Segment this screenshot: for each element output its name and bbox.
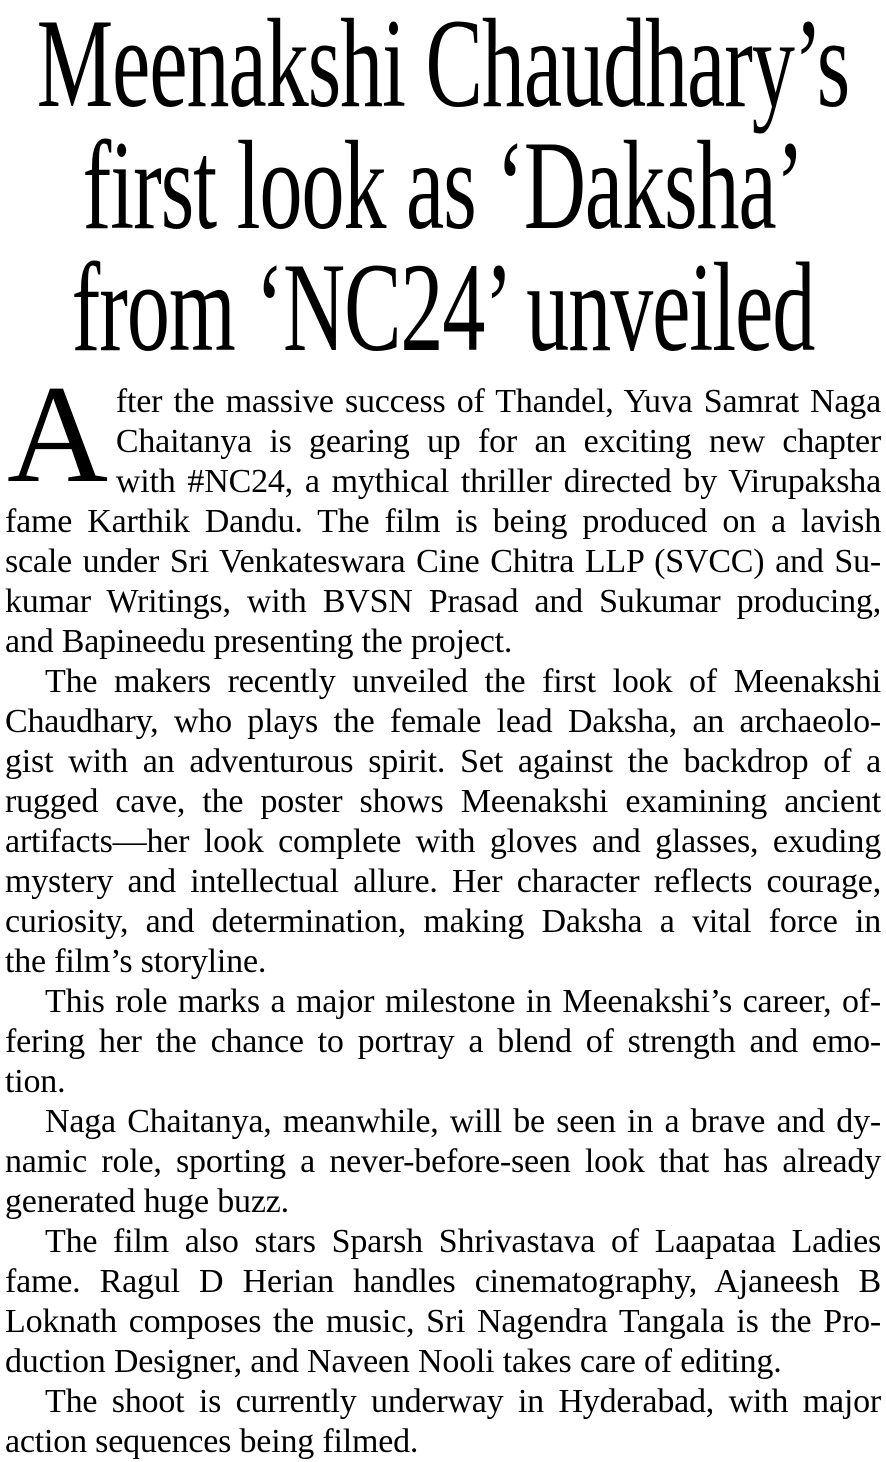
paragraph-line: namic role, sporting a never-before-seen look that has already: [5, 1143, 881, 1180]
headline-line-2: [0, 113, 886, 257]
paragraph-line-text: fter the massive success of Thandel, Yuva Samrat Naga: [115, 383, 881, 420]
paragraph-line: artifacts—her look complete with gloves and glasses, exuding: [5, 823, 881, 860]
headline-line-3: [0, 235, 886, 379]
paragraph-line: fering her the chance to portray a blend of strength and emo-: [5, 1023, 881, 1060]
paragraph-line: The film also stars Sparsh Shrivastava of Laapataa Ladies: [45, 1223, 881, 1260]
paragraph-line: and Bapineedu presenting the project.: [5, 623, 513, 660]
paragraph-line: Chaitanya is gearing up for an exciting new chapter: [115, 423, 881, 460]
headline: [0, 0, 886, 379]
paragraph-5: [5, 1222, 881, 1382]
headline-text-3: from ‘NC24’ unveiled: [71, 235, 815, 379]
paragraph-3: [5, 982, 881, 1102]
paragraph-line: The makers recently unveiled the first look of Meenakshi: [45, 663, 881, 700]
paragraph-line: mystery and intellectual allure. Her character reflects courage,: [5, 863, 881, 900]
paragraph-line: with #NC24, a mythical thriller directed by Virupaksha: [115, 463, 881, 500]
paragraph-line: duction Designer, and Naveen Nooli takes care of editing.: [5, 1343, 782, 1380]
paragraph-line: gist with an adventurous spirit. Set against the backdrop of a: [5, 743, 881, 780]
paragraph-1: [5, 357, 881, 662]
paragraph-line: rugged cave, the poster shows Meenakshi examining ancient: [5, 783, 881, 820]
article-body: [0, 357, 886, 1462]
paragraph-line: fame. Ragul D Herian handles cinematography, Ajaneesh B: [5, 1263, 881, 1300]
paragraph-line: This role marks a major milestone in Meenakshi’s career, of-: [45, 983, 881, 1020]
paragraph-line: fame Karthik Dandu. The film is being produced on a lavish: [5, 503, 881, 540]
paragraph-line: Chaudhary, who plays the female lead Daksha, an archaeolo-: [5, 703, 881, 740]
paragraph-4: [5, 1102, 881, 1222]
headline-text-1: Meenakshi Chaudhary’s: [36, 0, 850, 135]
paragraph-line: scale under Sri Venkateswara Cine Chitra LLP (SVCC) and Su-: [5, 543, 881, 580]
headline-line-1: [0, 0, 886, 135]
paragraph-line: generated huge buzz.: [5, 1183, 289, 1220]
paragraph-line: Loknath composes the music, Sri Nagendra Tangala is the Pro-: [5, 1303, 881, 1340]
paragraph-2: [5, 662, 881, 982]
paragraph-line: the film’s storyline.: [5, 943, 267, 980]
paragraph-line: tion.: [5, 1063, 66, 1100]
paragraph-6: [5, 1382, 881, 1462]
paragraph-line: Naga Chaitanya, meanwhile, will be seen in a brave and dy-: [45, 1103, 881, 1140]
paragraph-line: kumar Writings, with BVSN Prasad and Sukumar producing,: [5, 583, 881, 620]
paragraph-line: action sequences being filmed.: [5, 1423, 419, 1460]
headline-text-2: first look as ‘Daksha’: [82, 113, 804, 257]
drop-cap: A: [7, 357, 108, 512]
paragraph-line: curiosity, and determination, making Daksha a vital force in: [5, 903, 881, 940]
paragraph-line: The shoot is currently underway in Hyderabad, with major: [45, 1383, 881, 1420]
